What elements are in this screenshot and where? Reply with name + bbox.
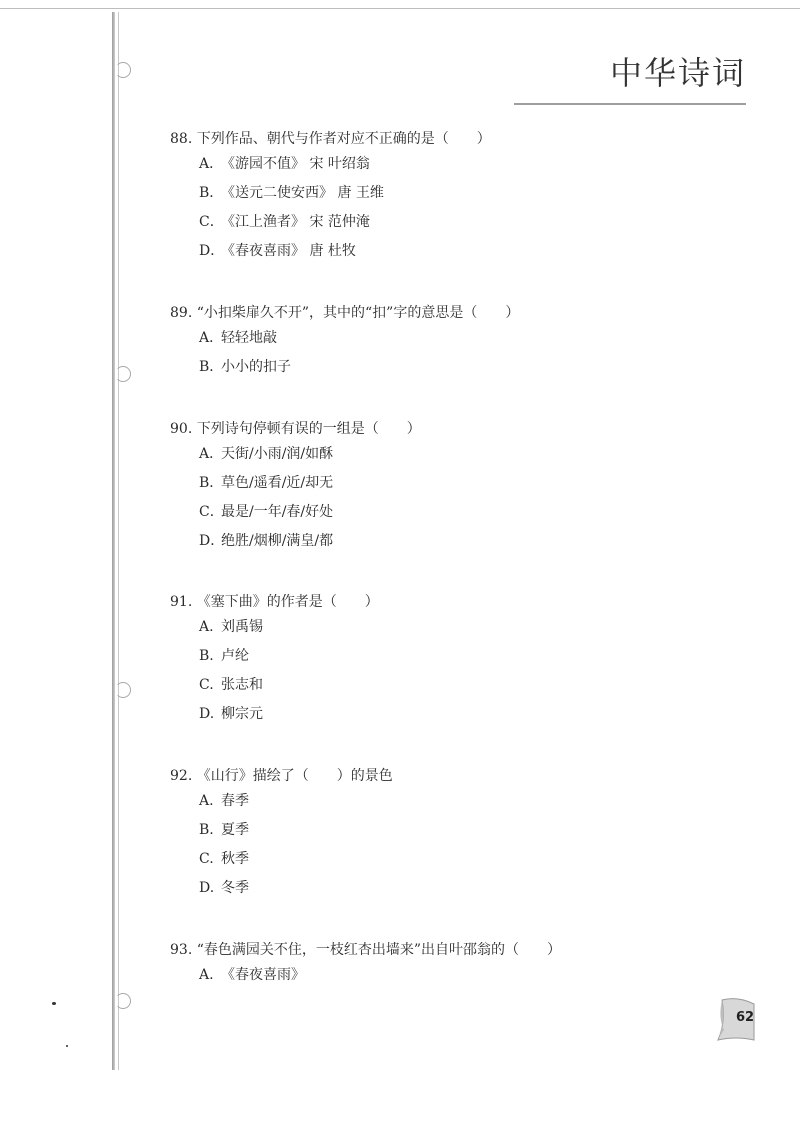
option-a xyxy=(199,150,491,179)
option-text: 秋季 xyxy=(221,851,249,867)
option-d xyxy=(199,874,393,903)
binding-line xyxy=(112,12,115,1070)
option-c xyxy=(199,845,393,874)
page-header-title: 中华诗词 xyxy=(609,54,746,92)
question-stem: 89. “小扣柴扉久不开”，其中的“扣”字的意思是（ ） xyxy=(170,305,520,321)
option-text: 草色/遥看/近/却无 xyxy=(221,475,334,491)
option-letter: A． xyxy=(199,156,224,172)
question-90 xyxy=(170,418,421,556)
option-list xyxy=(199,150,491,266)
option-letter: B． xyxy=(199,475,224,491)
option-letter: C. xyxy=(199,851,214,867)
page-top-edge xyxy=(0,8,800,9)
option-text: 冬季 xyxy=(221,880,249,896)
option-d xyxy=(199,700,379,729)
option-a xyxy=(199,324,519,353)
question-stem: 93. “春色满园关不住，一枝红杏出墙来”出自叶邵翁的（ ） xyxy=(170,942,562,958)
option-letter: D． xyxy=(199,533,225,549)
option-letter: C． xyxy=(199,214,224,230)
option-text: 春季 xyxy=(221,793,249,809)
option-letter: A. xyxy=(199,619,214,635)
option-a xyxy=(199,961,561,990)
option-text: 《游园不值》 宋 叶绍翁 xyxy=(221,156,370,172)
option-text: 绝胜/烟柳/满皇/都 xyxy=(221,533,334,549)
question-stem: 90. 下列诗句停顿有误的一组是（ ） xyxy=(170,421,421,437)
question-89 xyxy=(170,302,519,382)
option-b xyxy=(199,469,421,498)
option-letter: B. xyxy=(199,822,214,838)
option-list xyxy=(199,961,561,990)
option-text: 《送元二使安西》 唐 王维 xyxy=(221,185,384,201)
option-text: 柳宗元 xyxy=(221,706,263,722)
option-letter: B． xyxy=(199,359,224,375)
option-letter: A． xyxy=(199,446,224,462)
question-91 xyxy=(170,591,379,729)
option-letter: D. xyxy=(199,880,215,896)
option-letter: C． xyxy=(199,504,224,520)
option-d xyxy=(199,527,421,556)
option-list xyxy=(199,440,421,556)
option-text: 夏季 xyxy=(221,822,249,838)
binder-hole-icon xyxy=(115,682,131,698)
option-b xyxy=(199,642,379,671)
option-text: 最是/一年/春/好处 xyxy=(221,504,334,520)
option-text: 刘禹锡 xyxy=(221,619,263,635)
option-text: 《春夜喜雨》 唐 杜牧 xyxy=(221,243,356,259)
option-letter: C. xyxy=(199,677,214,693)
option-letter: D． xyxy=(199,243,225,259)
option-c xyxy=(199,498,421,527)
option-d xyxy=(199,237,491,266)
question-93 xyxy=(170,939,561,990)
binder-hole-icon xyxy=(115,993,131,1009)
option-c xyxy=(199,208,491,237)
option-a xyxy=(199,613,379,642)
binder-hole-icon xyxy=(115,62,131,78)
option-list xyxy=(199,613,379,729)
option-list xyxy=(199,324,519,382)
scan-speck xyxy=(52,1002,56,1005)
option-text: 小小的扣子 xyxy=(221,359,291,375)
option-text: 天街/小雨/润/如酥 xyxy=(221,446,334,462)
page-number: 62 xyxy=(736,1010,755,1025)
scan-speck xyxy=(66,1045,68,1047)
option-b xyxy=(199,816,393,845)
question-88 xyxy=(170,128,491,266)
option-c xyxy=(199,671,379,700)
option-text: 《春夜喜雨》 xyxy=(221,967,305,983)
question-stem: 92. 《山行》描绘了（ ）的景色 xyxy=(170,768,393,784)
option-b xyxy=(199,353,519,382)
question-92 xyxy=(170,765,393,903)
option-letter: A． xyxy=(199,330,224,346)
binder-hole-icon xyxy=(115,366,131,382)
option-text: 《江上渔者》 宋 范仲淹 xyxy=(221,214,370,230)
option-letter: B. xyxy=(199,648,214,664)
option-text: 轻轻地敲 xyxy=(221,330,277,346)
header-rule xyxy=(514,103,746,105)
option-letter: A. xyxy=(199,967,214,983)
option-text: 卢纶 xyxy=(221,648,249,664)
option-letter: B． xyxy=(199,185,224,201)
option-letter: A. xyxy=(199,793,214,809)
option-a xyxy=(199,787,393,816)
binding-line-inner xyxy=(118,12,119,1070)
option-text: 张志和 xyxy=(221,677,263,693)
option-letter: D. xyxy=(199,706,215,722)
option-b xyxy=(199,179,491,208)
question-stem: 88. 下列作品、朝代与作者对应不正确的是（ ） xyxy=(170,131,491,147)
option-a xyxy=(199,440,421,469)
question-stem: 91. 《塞下曲》的作者是（ ） xyxy=(170,594,379,610)
option-list xyxy=(199,787,393,903)
